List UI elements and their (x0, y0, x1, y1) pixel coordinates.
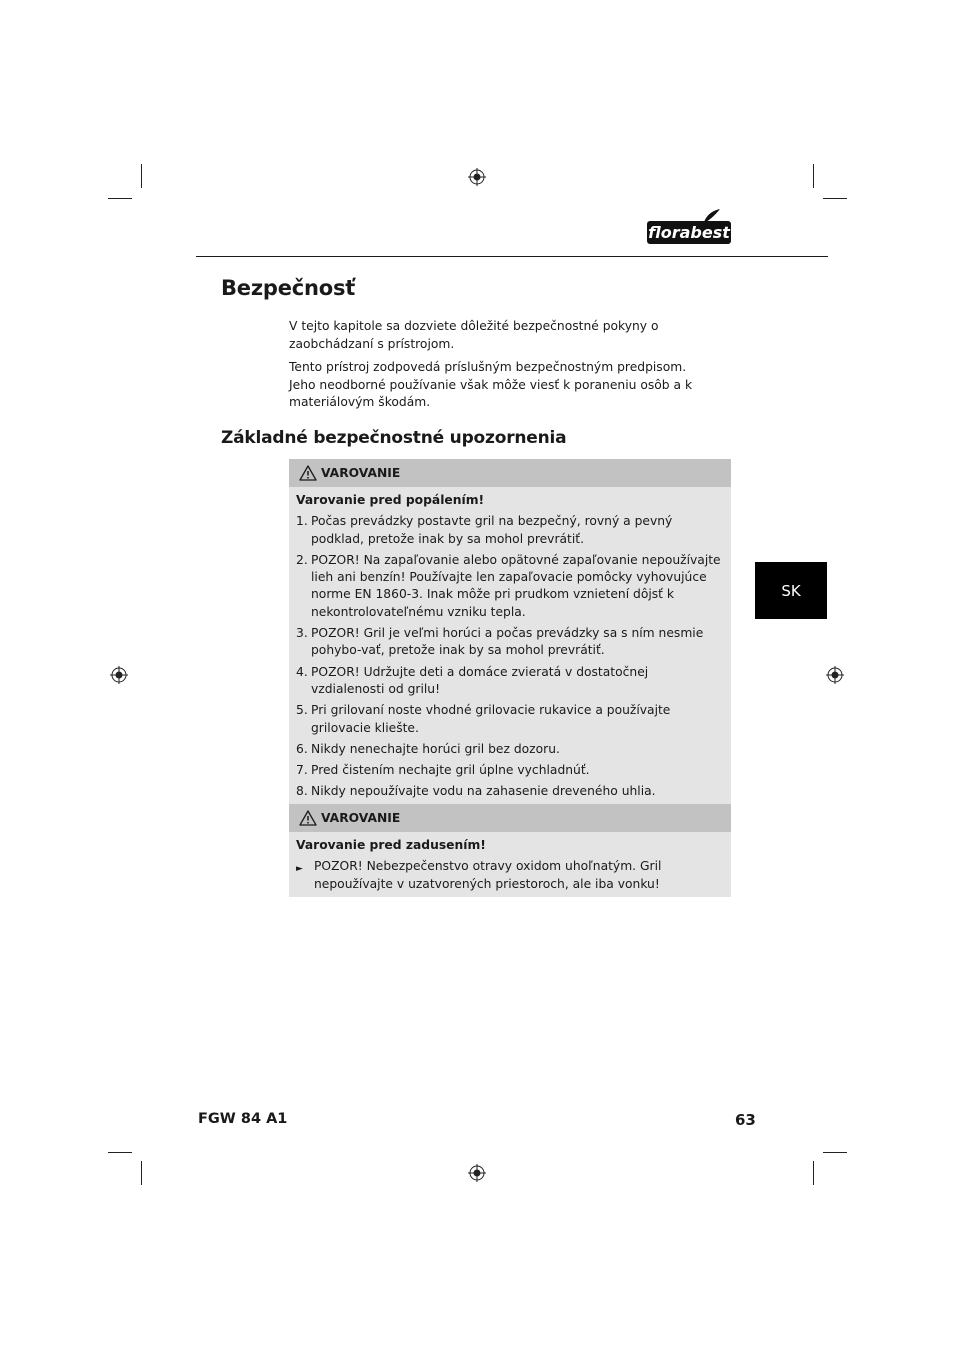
list-number: 5. (296, 703, 308, 718)
registration-mark-icon (826, 666, 844, 684)
list-number: 8. (296, 784, 308, 799)
footer-model: FGW 84 A1 (198, 1111, 288, 1127)
list-number: 6. (296, 741, 308, 756)
crop-mark (108, 1152, 132, 1153)
crop-mark (823, 1152, 847, 1153)
language-tab: SK (755, 562, 827, 619)
warning-box-burns (289, 459, 731, 807)
list-number: 2. (296, 552, 308, 567)
intro-paragraph: V tejto kapitole sa dozviete dôležité bezpečnostné pokyny o zaobchádzaní s prístrojom. (289, 319, 659, 351)
warning-label: VAROVANIE (321, 466, 401, 480)
list-item (296, 552, 723, 621)
list-item (296, 664, 723, 699)
crop-mark (141, 164, 142, 188)
warning-header (289, 804, 731, 832)
list-text: Pri grilovaní noste vhodné grilovacie rukavice a používajte grilovacie kliešte. (311, 703, 671, 735)
brand-name: florabest (648, 223, 730, 242)
intro-paragraph: Tento prístroj zodpovedá príslušným bezpečnostným predpisom. (289, 360, 687, 374)
warning-box-suffocation (289, 804, 731, 897)
crop-mark (813, 1161, 814, 1185)
list-text: Pred čistením nechajte gril úplne vychladnúť. (311, 763, 590, 778)
list-text: POZOR! Na zapaľovanie alebo opätovné zapaľovanie nepoužívajte lieh ani benzín! Používajte len zapaľovacie pomôcky vyhovujúce norme EN 1860-3. Inak môže pri prudkom vznietení dôjsť k nekontrolovateľnému vzniku tepla. (311, 552, 721, 619)
list-item (296, 625, 723, 660)
list-number: 1. (296, 514, 308, 529)
list-item (296, 858, 723, 893)
crop-mark (141, 1161, 142, 1185)
registration-mark-icon (468, 1164, 486, 1182)
list-item (296, 741, 723, 758)
section-heading: Základné bezpečnostné upozornenia (221, 428, 567, 448)
list-number: 7. (296, 763, 308, 778)
warning-subtitle: Varovanie pred zadusením! (296, 838, 486, 852)
list-item (296, 783, 723, 800)
arrow-bullet-icon: ► (296, 864, 303, 875)
crop-mark (108, 198, 132, 199)
registration-mark-icon (110, 666, 128, 684)
warning-label: VAROVANIE (321, 811, 401, 825)
list-number: 4. (296, 664, 308, 679)
page-number: 63 (735, 1111, 756, 1129)
brand-logo (646, 208, 732, 246)
list-text: POZOR! Udržujte deti a domáce zvieratá v dostatočnej vzdialenosti od grilu! (311, 664, 649, 696)
warning-list (296, 513, 723, 800)
list-item (296, 762, 723, 779)
list-text: POZOR! Gril je veľmi horúci a počas prevádzky sa s ním nesmie pohybo-vať, pretože inak by sa mohol prevrátiť. (311, 626, 704, 658)
list-item (296, 513, 723, 548)
list-text: Nikdy nepoužívajte vodu na zahasenie dreveného uhlia. (311, 784, 656, 799)
list-text: POZOR! Nebezpečenstvo otravy oxidom uhoľnatým. Gril nepoužívajte v uzatvorených priestoroch, ale iba vonku! (314, 859, 662, 891)
warning-header (289, 459, 731, 487)
warning-triangle-icon (299, 465, 317, 481)
crop-mark (813, 164, 814, 188)
warning-subtitle: Varovanie pred popálením! (296, 493, 485, 507)
list-text: Nikdy nenechajte horúci gril bez dozoru. (311, 741, 560, 756)
warning-triangle-icon (299, 810, 317, 826)
list-number: 3. (296, 626, 308, 641)
intro-paragraph: Jeho neodborné používanie však môže viesť k poraneniu osôb a k materiálovým škodám. (289, 377, 693, 409)
warning-list (296, 858, 723, 893)
crop-mark (823, 198, 847, 199)
registration-mark-icon (468, 168, 486, 186)
list-item (296, 702, 723, 737)
header-rule (196, 256, 828, 257)
page-title: Bezpečnosť (221, 276, 356, 300)
list-text: Počas prevádzky postavte gril na bezpečný, rovný a pevný podklad, pretože inak by sa mohol prevrátiť. (311, 514, 673, 546)
intro-text (289, 318, 739, 412)
